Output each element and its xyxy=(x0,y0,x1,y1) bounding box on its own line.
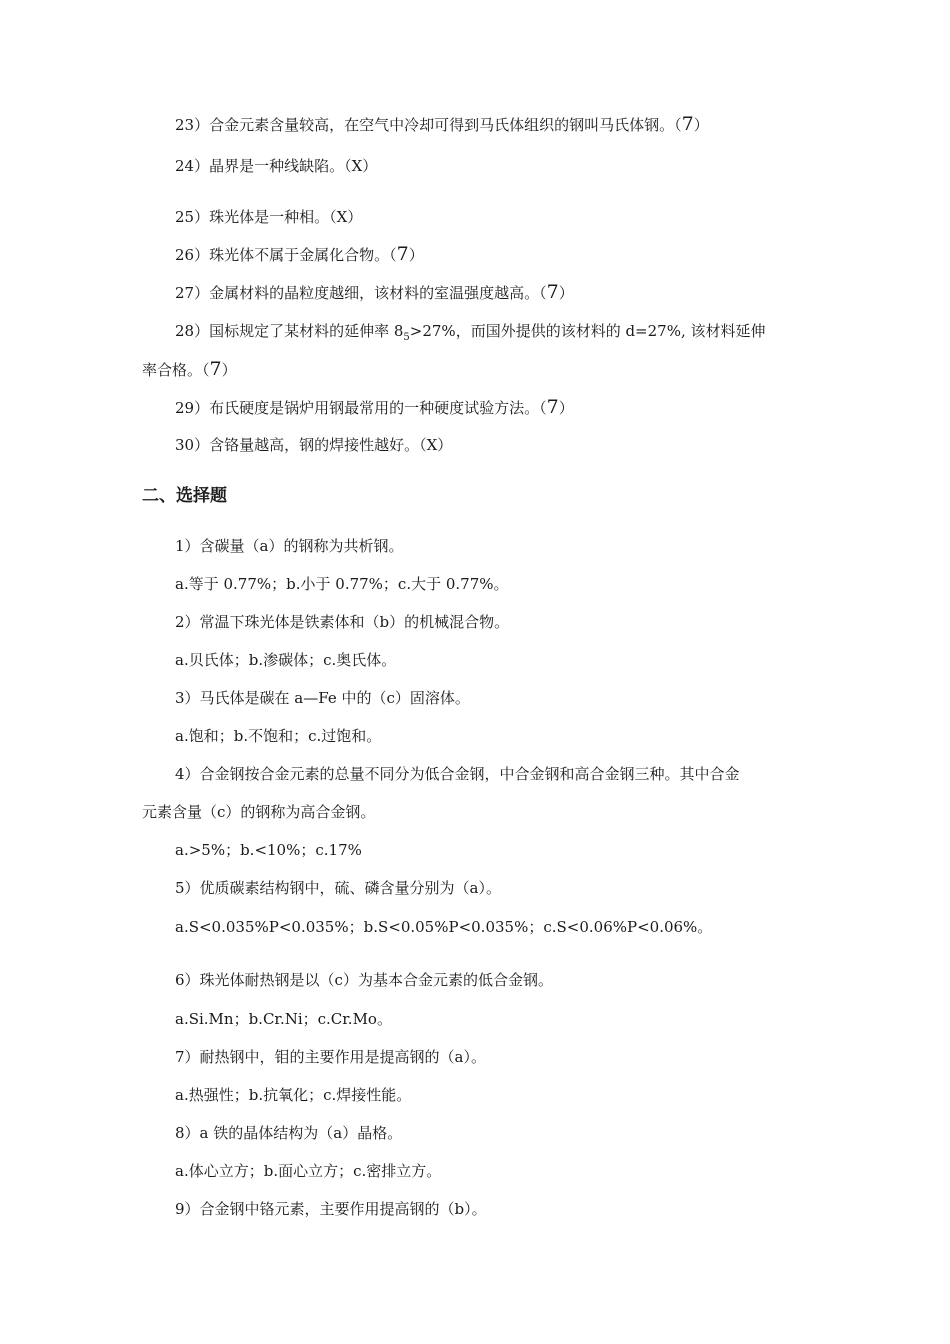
answer-mark: 7 xyxy=(546,396,559,418)
tf-question-27: 27）金属材料的晶粒度越细，该材料的室温强度越高。（7） xyxy=(175,281,574,303)
tf-question-24: 24）晶界是一种线缺陷。（X） xyxy=(175,157,378,175)
tf-question-30: 30）含铬量越高，钢的焊接性越好。（X） xyxy=(175,436,453,454)
choice-options-7: a.热强性；b.抗氧化；c.焊接性能。 xyxy=(175,1086,412,1104)
choice-options-3: a.饱和；b.不饱和；c.过饱和。 xyxy=(175,727,382,745)
choice-options-5: a.S<0.035%P<0.035%；b.S<0.05%P<0.035%；c.S<0.06%P<0.06%。 xyxy=(175,918,713,936)
choice-question-9: 9）合金钢中铬元素，主要作用提高钢的（b）。 xyxy=(175,1200,487,1218)
choice-question-7: 7）耐热钢中，钼的主要作用是提高钢的（a）。 xyxy=(175,1048,486,1066)
tf-question-26: 26）珠光体不属于金属化合物。（7） xyxy=(175,243,424,265)
answer-mark: 7 xyxy=(396,243,409,265)
tf-question-23: 23）合金元素含量较高，在空气中冷却可得到马氏体组织的钢叫马氏体钢。（7） xyxy=(175,113,709,135)
choice-question-8: 8）a 铁的晶体结构为（a）晶格。 xyxy=(175,1124,403,1142)
choice-question-3: 3）马氏体是碳在 a—Fe 中的（c）固溶体。 xyxy=(175,689,470,707)
tf-question-28-continued: 率合格。（7） xyxy=(142,358,237,380)
tf-question-25: 25）珠光体是一种相。（X） xyxy=(175,208,363,226)
subscript: 5 xyxy=(403,332,410,343)
choice-options-1: a.等于 0.77%；b.小于 0.77%；c.大于 0.77%。 xyxy=(175,575,509,593)
answer-mark: 7 xyxy=(209,358,222,380)
choice-question-2: 2）常温下珠光体是铁素体和（b）的机械混合物。 xyxy=(175,613,510,631)
choice-options-6: a.Si.Mn；b.Cr.Ni；c.Cr.Mo。 xyxy=(175,1010,392,1028)
choice-options-4: a.>5%；b.<10%；c.17% xyxy=(175,841,362,859)
choice-options-2: a.贝氏体；b.渗碳体；c.奥氏体。 xyxy=(175,651,397,669)
tf-question-28: 28）国标规定了某材料的延伸率 $8_5>27\%$，而国外提供的该材料的 d=27%, 该材料延伸 xyxy=(175,322,766,343)
choice-question-5: 5）优质碳素结构钢中，硫、磷含量分别为（a）。 xyxy=(175,879,501,897)
choice-question-6: 6）珠光体耐热钢是以（c）为基本合金元素的低合金钢。 xyxy=(175,971,553,989)
answer-mark: 7 xyxy=(681,113,694,135)
choice-question-4-continued: 元素含量（c）的钢称为高合金钢。 xyxy=(142,803,376,821)
answer-mark: 7 xyxy=(546,281,559,303)
tf-question-29: 29）布氏硬度是锅炉用钢最常用的一种硬度试验方法。（7） xyxy=(175,396,574,418)
choice-options-8: a.体心立方；b.面心立方；c.密排立方。 xyxy=(175,1162,442,1180)
section-heading: 二、选择题 xyxy=(142,486,227,506)
choice-question-4: 4）合金钢按合金元素的总量不同分为低合金钢，中合金钢和高合金钢三种。其中合金 xyxy=(175,765,740,783)
choice-question-1: 1）含碳量（a）的钢称为共析钢。 xyxy=(175,537,404,555)
